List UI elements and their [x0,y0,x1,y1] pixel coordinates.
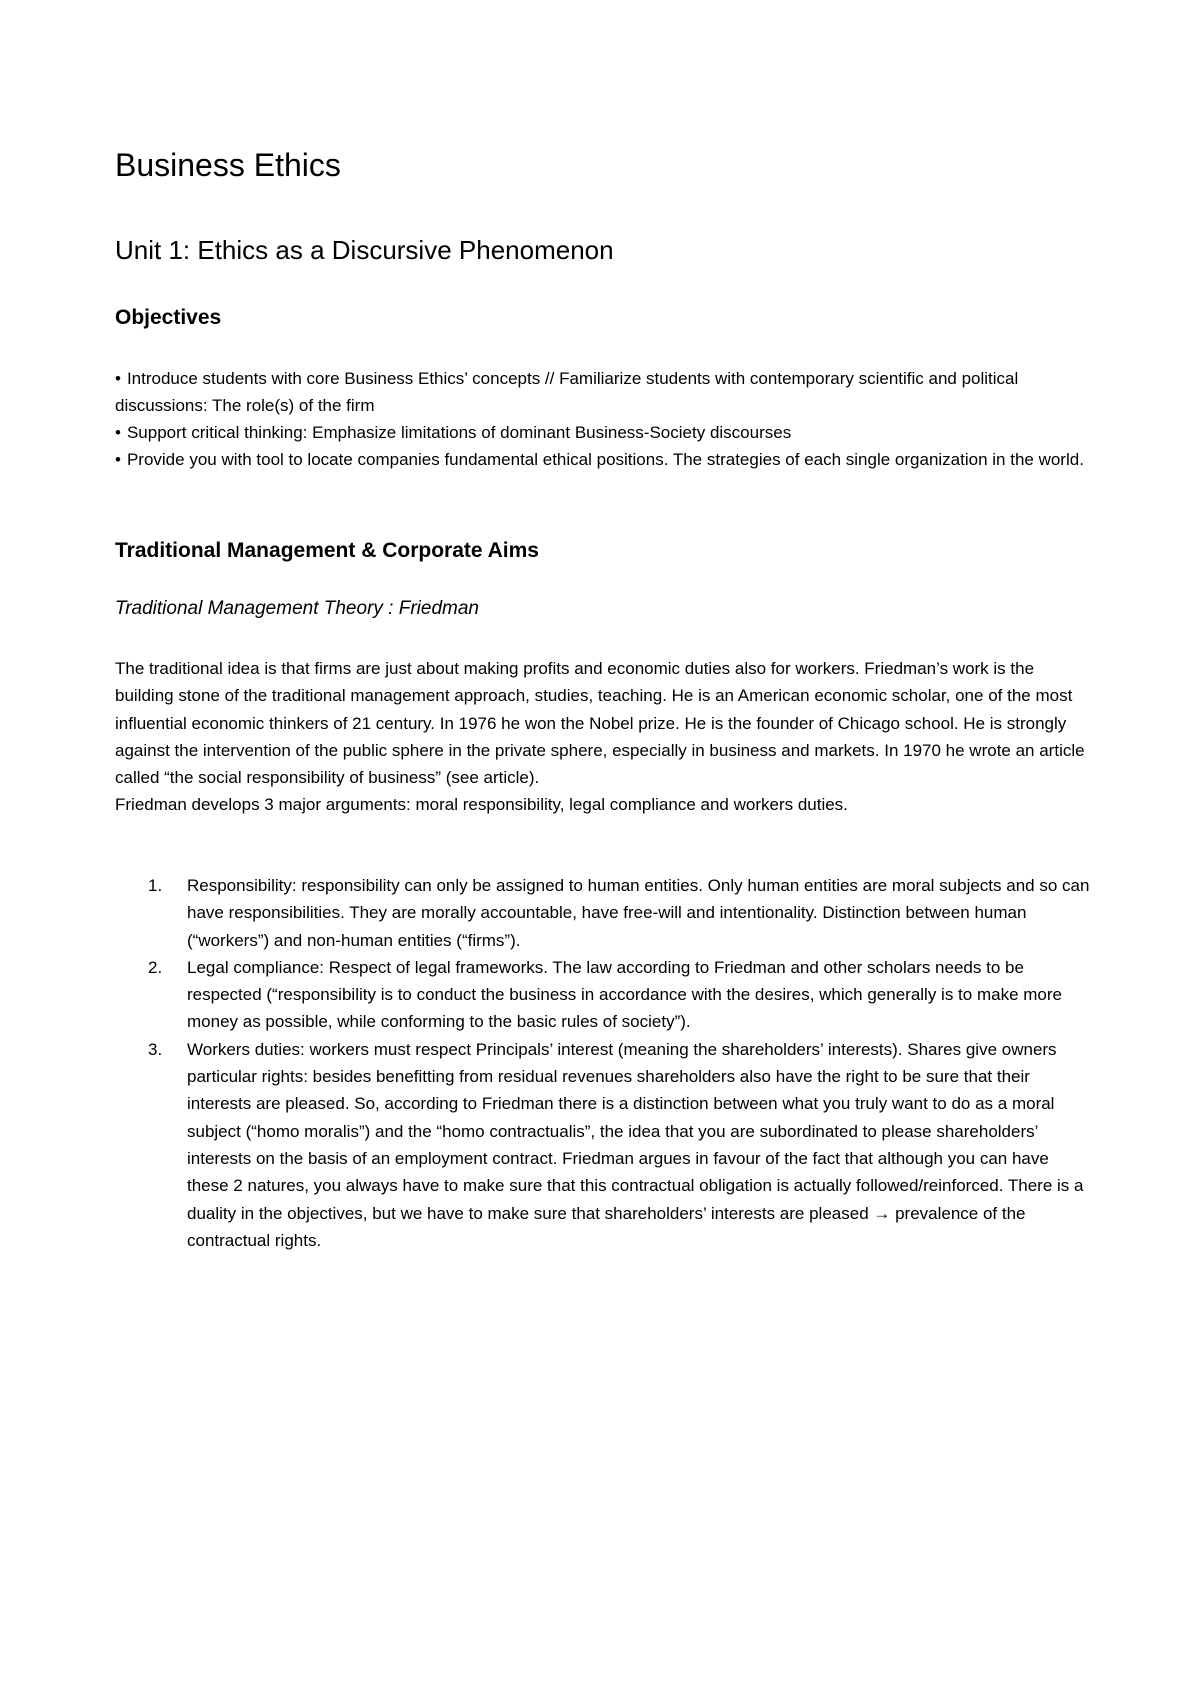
argument-item [115,872,1095,954]
objective-item: • Provide you with tool to locate companies fundamental ethical positions. The strategies of each single organization in the world. [115,446,1090,473]
body-paragraph: The traditional idea is that firms are just about making profits and economic duties also for workers. Friedman’s work is the building stone of the traditional management approach, studies, teaching. He is an American economic scholar, one of the most influential economic thinkers of 21 century. In 1976 he won the Nobel prize. He is the founder of Chicago school. He is strongly against the intervention of the public sphere in the private sphere, especially in business and markets. In 1970 he wrote an article called “the social responsibility of business” (see article). [115,659,1085,788]
section-heading: Traditional Management & Corporate Aims [115,539,539,562]
objective-item: • Introduce students with core Business Ethics’ concepts // Familiarize students with contemporary scientific and political discussions: The role(s) of the firm [115,365,1090,419]
arguments-list [115,872,1095,1254]
section-subheading: Traditional Management Theory : Friedman [115,598,479,619]
objectives-heading: Objectives [115,306,222,329]
argument-number: 2. [148,957,163,977]
objective-item: • Support critical thinking: Emphasize limitations of dominant Business-Society discourses [115,419,1090,446]
body-paragraph: Friedman develops 3 major arguments: moral responsibility, legal compliance and workers duties. [115,795,848,815]
argument-text: Workers duties: workers must respect Principals’ interest (meaning the shareholders’ interests). Shares give owners particular rights: besides benefitting from residual revenues shareholders also have the right to be sure that their interests are pleased. So, according to Friedman there is a distinction between what you truly want to do as a moral subject (“homo moralis”) and the “homo contractualis”, the idea that you are subordinated to please shareholders’ interests on the basis of an employment contract. Friedman argues in favour of the fact that although you can have these 2 natures, you always have to make sure that this contractual obligation is actually followed/reinforced. There is a duality in the objectives, but we have to make sure that shareholders’ interests are pleased → prevalence of the contractual rights. [187,1039,1084,1250]
section-body [115,655,1090,819]
argument-item [115,954,1095,1036]
objectives-list [115,365,1090,473]
argument-number: 3. [148,1039,163,1059]
argument-item [115,1036,1095,1254]
unit-subtitle: Unit 1: Ethics as a Discursive Phenomenon [115,235,614,265]
argument-text: Legal compliance: Respect of legal frameworks. The law according to Friedman and other scholars needs to be respected (“responsibility is to conduct the business in accordance with the desires, which generally is to make more money as possible, while conforming to the basic rules of society”). [187,957,1062,1032]
argument-text: Responsibility: responsibility can only be assigned to human entities. Only human entities are moral subjects and so can have responsibilities. They are morally accountable, have free-will and intentionality. Distinction between human (“workers”) and non-human entities (“firms”). [187,876,1090,950]
document-title: Business Ethics [115,147,341,183]
argument-number: 1. [148,876,163,895]
